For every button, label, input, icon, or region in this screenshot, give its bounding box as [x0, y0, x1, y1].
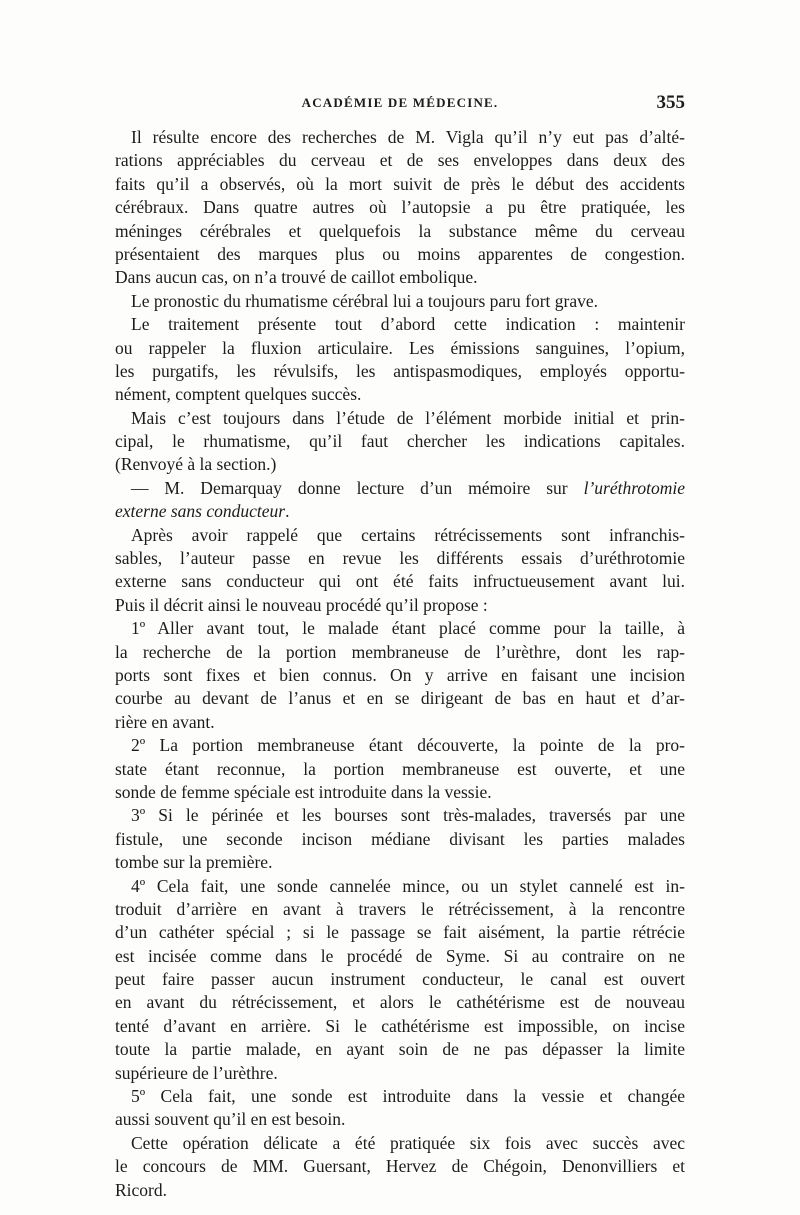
- text-line-content: peut faire passer aucun instrument conducteur, le canal est ouvert: [115, 969, 685, 990]
- text-line: [115, 149, 685, 172]
- text-line: [115, 383, 685, 406]
- text-line: [115, 641, 685, 664]
- page-number: 355: [656, 92, 685, 113]
- text-line-content: state étant reconnue, la portion membraneuse est ouverte, et une: [115, 758, 685, 779]
- text-line: [115, 1038, 685, 1061]
- running-head: ACADÉMIE DE MÉDECINE.: [301, 95, 499, 110]
- text-line-content: tenté d’avant en arrière. Si le cathétérisme est impossible, on incise: [115, 1015, 685, 1036]
- text-line: [115, 477, 685, 500]
- text-line-content: 2º La portion membraneuse étant découverte, la pointe de la pro-: [131, 735, 685, 756]
- text-line-content: cipal, le rhumatisme, qu’il faut chercher les indications capitales.: [115, 431, 685, 452]
- text-line-content: le concours de MM. Guersant, Hervez de Chégoin, Denonvilliers et: [115, 1156, 685, 1177]
- text-line: [115, 1108, 685, 1131]
- text-line-content: présentaient des marques plus ou moins apparentes de congestion.: [115, 243, 685, 264]
- italic-title: externe sans conducteur: [115, 501, 286, 522]
- text-line: [115, 1132, 685, 1155]
- text-line: [115, 828, 685, 851]
- text-line-suffix: .: [285, 501, 290, 522]
- text-line: [115, 570, 685, 593]
- text-line-content: cérébraux. Dans quatre autres où l’autopsie a pu être pratiquée, les: [115, 197, 685, 218]
- text-line: [115, 430, 685, 453]
- text-line: [115, 1085, 685, 1108]
- text-line-content: la recherche de la portion membraneuse de l’urèthre, dont les rap-: [115, 641, 685, 662]
- text-line: [115, 968, 685, 991]
- text-line-content: en avant du rétrécissement, et alors le cathétérisme est de nouveau: [115, 992, 685, 1013]
- text-line-content: Mais c’est toujours dans l’étude de l’élément morbide initial et prin-: [131, 407, 685, 428]
- text-line: [115, 734, 685, 757]
- text-line-content: rations appréciables du cerveau et de ses enveloppes dans deux des: [115, 150, 685, 171]
- text-line: [115, 360, 685, 383]
- text-line-content: 5º Cela fait, une sonde est introduite dans la vessie et changée: [131, 1086, 685, 1107]
- text-line-content: Dans aucun cas, on n’a trouvé de caillot embolique.: [115, 267, 478, 288]
- text-line: [115, 500, 685, 523]
- text-line-content: est incisée comme dans le procédé de Syme. Si au contraire on ne: [115, 945, 685, 966]
- text-line-content: nément, comptent quelques succès.: [115, 384, 362, 405]
- text-line-content: toute la partie malade, en ayant soin de ne pas dépasser la limite: [115, 1039, 685, 1060]
- text-line: [115, 991, 685, 1014]
- text-line: [115, 594, 685, 617]
- text-line: [115, 781, 685, 804]
- text-line: [115, 1179, 685, 1202]
- text-line: [115, 711, 685, 734]
- text-line: [115, 173, 685, 196]
- italic-title: l’uréthrotomie: [583, 477, 685, 498]
- text-line-content: externe sans conducteur qui ont été faits infructueusement avant lui.: [115, 571, 685, 592]
- text-line-content: — M. Demarquay donne lecture d’un mémoire sur: [131, 477, 584, 498]
- text-line: [115, 196, 685, 219]
- text-line: [115, 851, 685, 874]
- text-line: [115, 126, 685, 149]
- text-line-content: Puis il décrit ainsi le nouveau procédé qu’il propose :: [115, 594, 488, 615]
- text-line-content: méninges cérébrales et quelquefois la substance même du cerveau: [115, 220, 685, 241]
- text-line: [115, 266, 685, 289]
- text-line-content: fistule, une seconde incison médiane divisant les parties malades: [115, 828, 685, 849]
- text-line-content: Cette opération délicate a été pratiquée six fois avec succès avec: [131, 1132, 685, 1153]
- text-line-content: tombe sur la première.: [115, 852, 273, 873]
- text-line-content: courbe au devant de l’anus et en se dirigeant de bas en haut et d’ar-: [115, 688, 685, 709]
- text-line-content: rière en avant.: [115, 711, 215, 732]
- text-line: [115, 1155, 685, 1178]
- text-line: [115, 313, 685, 336]
- text-line-content: sables, l’auteur passe en revue les différents essais d’uréthrotomie: [115, 548, 685, 569]
- text-line-content: les purgatifs, les révulsifs, les antispasmodiques, employés opportu-: [115, 360, 685, 381]
- text-line-content: (Renvoyé à la section.): [115, 454, 277, 475]
- text-line-content: 1º Aller avant tout, le malade étant placé comme pour la taille, à: [131, 618, 685, 639]
- text-line-content: ou rappeler la fluxion articulaire. Les émissions sanguines, l’opium,: [115, 337, 685, 358]
- text-line-content: ports sont fixes et bien connus. On y arrive en faisant une incision: [115, 664, 685, 685]
- text-line: [115, 337, 685, 360]
- text-line-content: faits qu’il a observés, où la mort suivit de près le début des accidents: [115, 173, 685, 194]
- text-line: [115, 664, 685, 687]
- text-line: [115, 1062, 685, 1085]
- text-line: [115, 804, 685, 827]
- text-line: [115, 898, 685, 921]
- text-line-content: 4º Cela fait, une sonde cannelée mince, ou un stylet cannelé est in-: [131, 875, 685, 896]
- text-line-content: Ricord.: [115, 1179, 168, 1200]
- text-line-content: Le pronostic du rhumatisme cérébral lui a toujours paru fort grave.: [131, 290, 598, 311]
- text-line: [115, 1015, 685, 1038]
- body-text: [115, 126, 685, 1202]
- text-line: [115, 407, 685, 430]
- text-line: [115, 453, 685, 476]
- text-line-content: 3º Si le périnée et les bourses sont très-malades, traversés par une: [131, 805, 685, 826]
- text-line: [115, 617, 685, 640]
- text-line-content: supérieure de l’urèthre.: [115, 1062, 278, 1083]
- text-line-content: Le traitement présente tout d’abord cette indication : maintenir: [131, 314, 685, 335]
- text-line: [115, 220, 685, 243]
- text-line: [115, 875, 685, 898]
- text-line: [115, 290, 685, 313]
- text-line: [115, 921, 685, 944]
- text-line-content: Il résulte encore des recherches de M. Vigla qu’il n’y eut pas d’alté-: [131, 127, 685, 147]
- text-line: [115, 547, 685, 570]
- text-line-content: troduit d’arrière en avant à travers le rétrécissement, à la rencontre: [115, 898, 685, 919]
- text-line: [115, 758, 685, 781]
- text-line: [115, 243, 685, 266]
- text-line: [115, 945, 685, 968]
- text-line-content: sonde de femme spéciale est introduite dans la vessie.: [115, 781, 492, 802]
- page-header: [115, 92, 685, 119]
- text-line-content: d’un cathéter spécial ; si le passage se fait aisément, la partie rétrécie: [115, 922, 685, 943]
- text-line: [115, 687, 685, 710]
- text-line: [115, 524, 685, 547]
- text-line-content: Après avoir rappelé que certains rétrécissements sont infranchis-: [131, 524, 685, 545]
- text-line-content: aussi souvent qu’il en est besoin.: [115, 1109, 346, 1130]
